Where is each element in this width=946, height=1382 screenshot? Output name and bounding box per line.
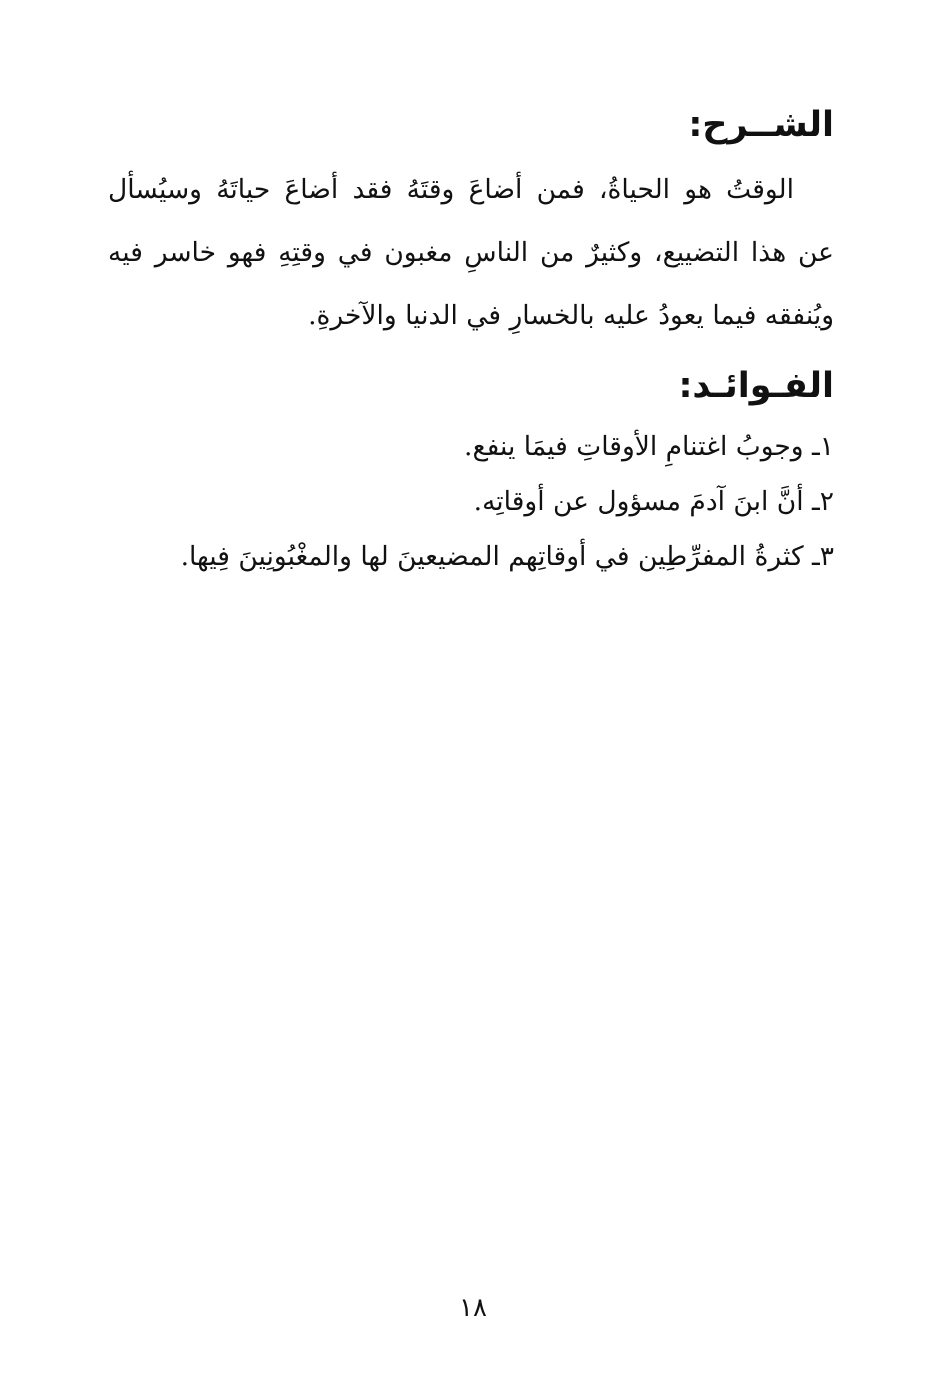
explanation-paragraph (108, 158, 834, 347)
explanation-heading: الشــرح: (688, 105, 834, 145)
explanation-line-1: الوقتُ هو الحياةُ، فمن أضاعَ وقتَهُ فقد أضاعَ حياتَهُ وسيُسأل (108, 174, 794, 205)
benefit-item-1: ١ـ وجوبُ اغتنامِ الأوقاتِ فيمَا ينفع. (464, 431, 834, 462)
page-number: ١٨ (459, 1293, 487, 1323)
page-content (108, 96, 834, 584)
benefit-item-3: ٣ـ كثرةُ المفرِّطِين في أوقاتِهم المضيعينَ لها والمغْبُونِينَ فِيها. (180, 541, 834, 572)
benefit-item-2: ٢ـ أنَّ ابنَ آدمَ مسؤول عن أوقاتِه. (473, 486, 834, 517)
benefits-list (108, 419, 834, 584)
benefits-heading: الفـوائـد: (678, 366, 834, 406)
explanation-line-2: عن هذا التضييع، وكثيرٌ من الناسِ مغبون في وقتِهِ فهو خاسر فيه (108, 237, 834, 268)
explanation-line-3: ويُنفقه فيما يعودُ عليه بالخسارِ في الدنيا والآخرةِ. (308, 300, 834, 331)
